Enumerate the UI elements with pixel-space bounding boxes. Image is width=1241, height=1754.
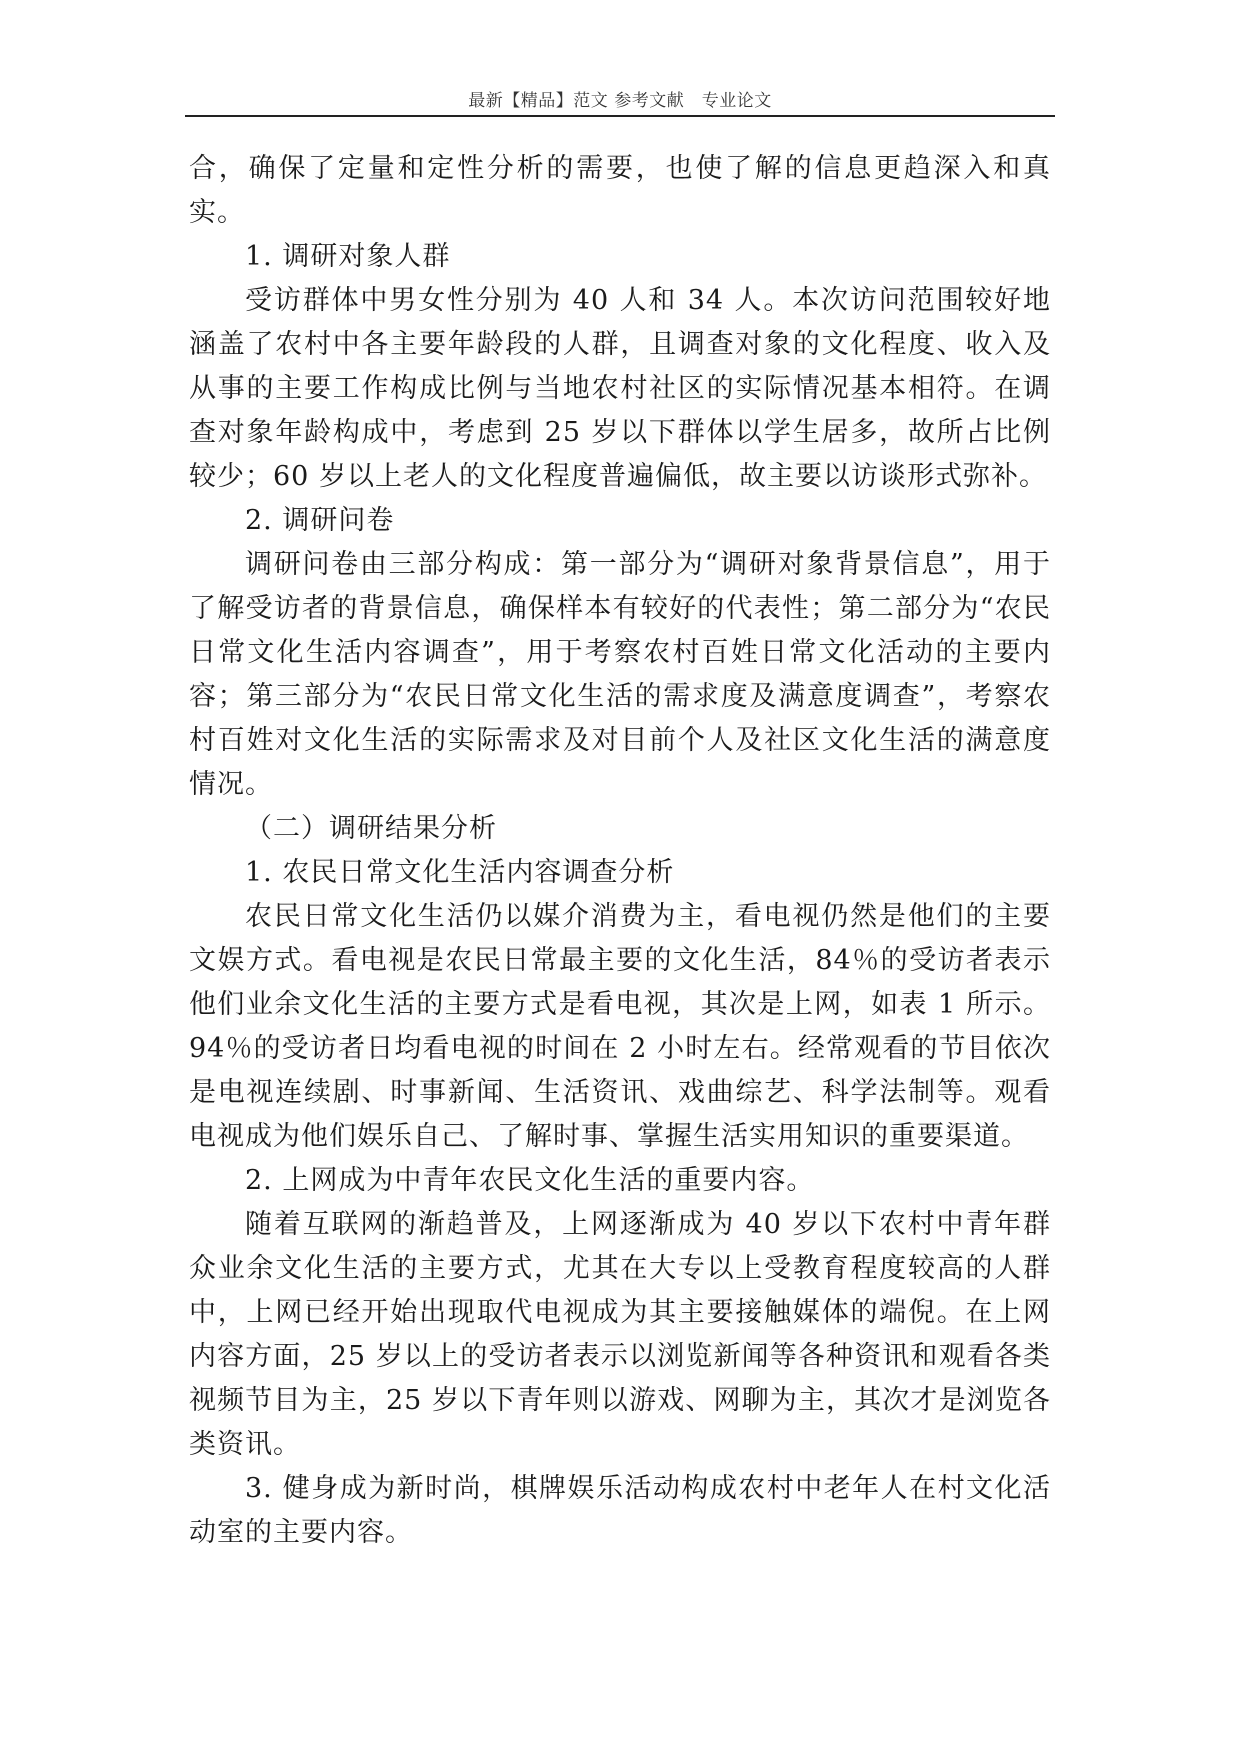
subheading-survey-population: 1. 调研对象人群 [245,241,451,272]
paragraph-questionnaire: 调研问卷由三部分构成：第一部分为“调研对象背景信息”，用于了解受访者的背景信息，确保样本有较好的代表性；第二部分为“农民日常文化生活内容调查”，用于考察农村百姓日常文化活动的主要内容；第三部分为“农民日常文化生活的需求度及满意度调查”，考察农村百姓对文化生活的实际需求及对目前个人及社区文化生活的满意度情况。 [189,549,1051,800]
document-body [189,147,1051,1555]
paragraph-continuation: 合，确保了定量和定性分析的需要，也使了解的信息更趋深入和真实。 [189,153,1051,228]
paragraph-daily-culture: 农民日常文化生活仍以媒介消费为主，看电视仍然是他们的主要文娱方式。看电视是农民日常最主要的文化生活，84％的受访者表示他们业余文化生活的主要方式是看电视，其次是上网，如表 1 所示。94％的受访者日均看电视的时间在 2 小时左右。经常观看的节目依次是电视连续剧、时事新闻、生活资讯、戏曲综艺、科学法制等。观看电视成为他们娱乐自己、了解时事、掌握生活实用知识的重要渠道。 [189,901,1051,1152]
page-header: 最新【精品】范文 参考文献 专业论文 [468,91,772,111]
subheading-fitness: 3. 健身成为新时尚，棋牌娱乐活动构成农村中老年人在村文化活动室的主要内容。 [189,1473,1051,1548]
section-heading-results: （二）调研结果分析 [245,813,497,844]
header-divider [185,115,1055,117]
subheading-questionnaire: 2. 调研问卷 [245,505,395,536]
paragraph-internet: 随着互联网的渐趋普及，上网逐渐成为 40 岁以下农村中青年群众业余文化生活的主要方式，尤其在大专以上受教育程度较高的人群中，上网已经开始出现取代电视成为其主要接触媒体的端倪。在上网内容方面，25 岁以上的受访者表示以浏览新闻等各种资讯和观看各类视频节目为主，25 岁以下青年则以游戏、网聊为主，其次才是浏览各类资讯。 [189,1209,1051,1460]
paragraph-survey-population: 受访群体中男女性分别为 40 人和 34 人。本次访问范围较好地涵盖了农村中各主要年龄段的人群，且调查对象的文化程度、收入及从事的主要工作构成比例与当地农村社区的实际情况基本相符。在调查对象年龄构成中，考虑到 25 岁以下群体以学生居多，故所占比例较少；60 岁以上老人的文化程度普遍偏低，故主要以访谈形式弥补。 [189,285,1051,492]
subheading-internet: 2. 上网成为中青年农民文化生活的重要内容。 [245,1165,815,1196]
subheading-daily-culture: 1. 农民日常文化生活内容调查分析 [245,857,675,888]
